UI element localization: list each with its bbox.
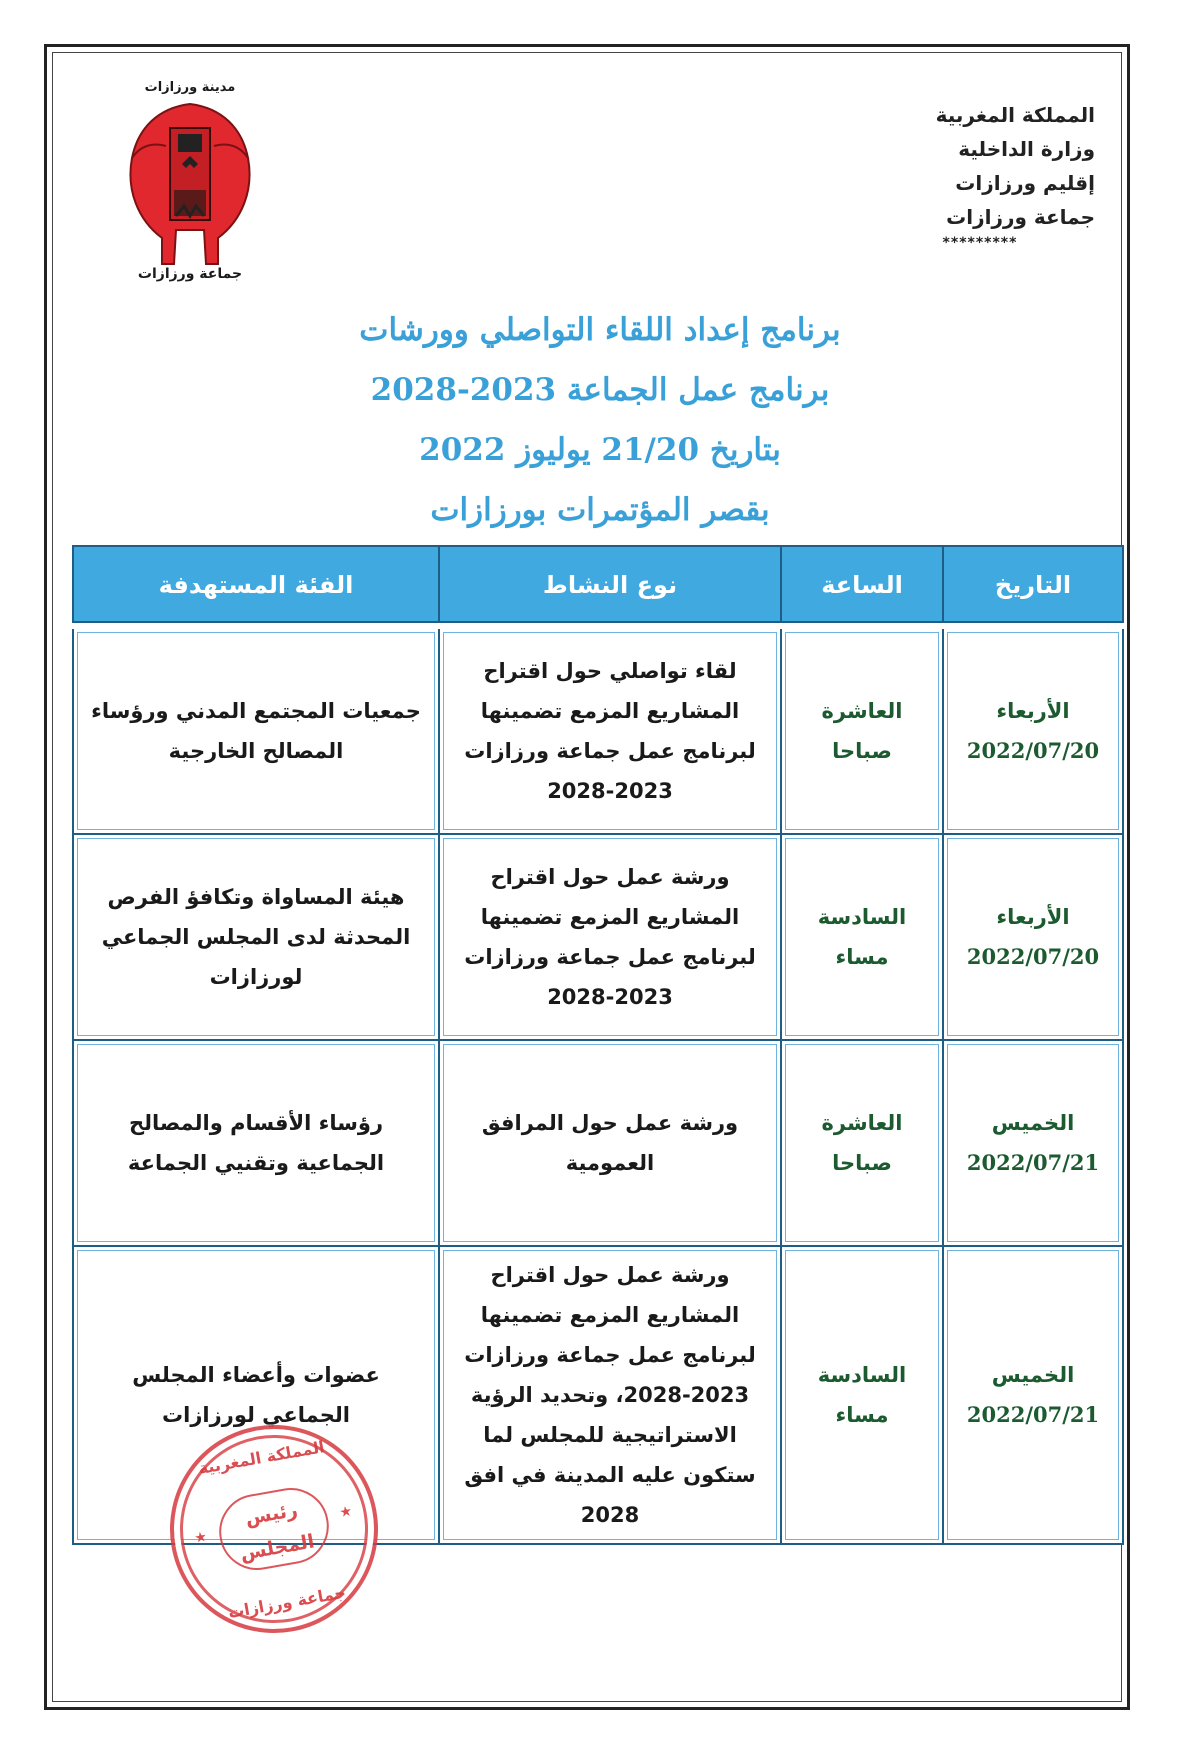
target-cell: هيئة المساواة وتكافؤ الفرص المحدثة لدى المجلس الجماعي لورزازات — [73, 834, 439, 1040]
day-name: الخميس — [991, 1363, 1075, 1387]
day-name: الأربعاء — [996, 905, 1070, 929]
ministry-header — [835, 98, 1095, 252]
date-cell — [943, 834, 1123, 1040]
target-cell: جمعيات المجتمع المدني ورؤساء المصالح الخارجية — [73, 626, 439, 834]
activity-cell: ورشة عمل حول المرافق العمومية — [439, 1040, 781, 1246]
day-name: الأربعاء — [996, 699, 1070, 723]
date-value: 2022/07/21 — [966, 1150, 1100, 1175]
header-date: التاريخ — [943, 546, 1123, 626]
title-line-3: بتاريخ 21/20 يوليوز 2022 — [419, 432, 781, 468]
title-line-1: برنامج إعداد اللقاء التواصلي وورشات — [359, 312, 841, 348]
header-province: إقليم ورزازات — [955, 171, 1095, 195]
document-title — [150, 300, 1050, 540]
table-row — [73, 834, 1123, 1040]
header-activity: نوع النشاط — [439, 546, 781, 626]
header-kingdom: المملكة المغربية — [935, 103, 1095, 127]
header-target: الفئة المستهدفة — [73, 546, 439, 626]
logo-emblem-icon — [118, 98, 262, 266]
title-line-4: بقصر المؤتمرات بورزازات — [430, 492, 770, 528]
header-commune: جماعة ورزازات — [946, 205, 1095, 229]
header-time: الساعة — [781, 546, 943, 626]
activity-cell: لقاء تواصلي حول اقتراح المشاريع المزمع تضمينها لبرنامج عمل جماعة ورزازات 2023-2028 — [439, 626, 781, 834]
stamp-center — [213, 1482, 335, 1576]
time-cell: السادسة مساء — [781, 834, 943, 1040]
date-cell — [943, 1040, 1123, 1246]
stamp-star-icon: ★ — [338, 1503, 354, 1522]
day-name: الخميس — [991, 1111, 1075, 1135]
time-cell: العاشرة صباحا — [781, 1040, 943, 1246]
title-line-2: برنامج عمل الجماعة 2023-2028 — [370, 372, 830, 408]
date-cell — [943, 1246, 1123, 1544]
target-cell: عضوات وأعضاء المجلس الجماعي لورزازات — [73, 1246, 439, 1544]
activity-cell: ورشة عمل حول اقتراح المشاريع المزمع تضمينها لبرنامج عمل جماعة ورزازات 2023-2028 — [439, 834, 781, 1040]
logo-bottom-text: جماعة ورزازات — [137, 266, 243, 282]
stamp-center-line-1: رئيس — [243, 1498, 300, 1530]
date-value: 2022/07/21 — [966, 1402, 1100, 1427]
time-cell: العاشرة صباحا — [781, 626, 943, 834]
date-value: 2022/07/20 — [966, 738, 1100, 763]
table-row — [73, 1040, 1123, 1246]
time-cell: السادسة مساء — [781, 1246, 943, 1544]
logo-top-text: مدينة ورزازات — [144, 80, 236, 95]
date-cell — [943, 626, 1123, 834]
stamp-ring-top: المملكة المغربية — [196, 1437, 326, 1479]
commune-logo — [110, 80, 270, 290]
stamp-ring-bottom: جماعة ورزازات — [226, 1582, 348, 1623]
target-cell: رؤساء الأقسام والمصالح الجماعية وتقنيي الجماعة — [73, 1040, 439, 1246]
header-ministry: وزارة الداخلية — [958, 137, 1095, 161]
header-stars: ********* — [942, 235, 1018, 251]
table-header-row — [73, 546, 1123, 626]
table-row — [73, 626, 1123, 834]
schedule-table — [72, 545, 1124, 1545]
activity-cell: ورشة عمل حول اقتراح المشاريع المزمع تضمينها لبرنامج عمل جماعة ورزازات 2023-2028، وتحديد الرؤية الاستراتيجية للمجلس لما ستكون عليه المدينة في افق 2028 — [439, 1246, 781, 1544]
date-value: 2022/07/20 — [966, 944, 1100, 969]
stamp-star-icon: ★ — [193, 1528, 209, 1547]
stamp-center-line-2: المجلس — [238, 1530, 316, 1566]
